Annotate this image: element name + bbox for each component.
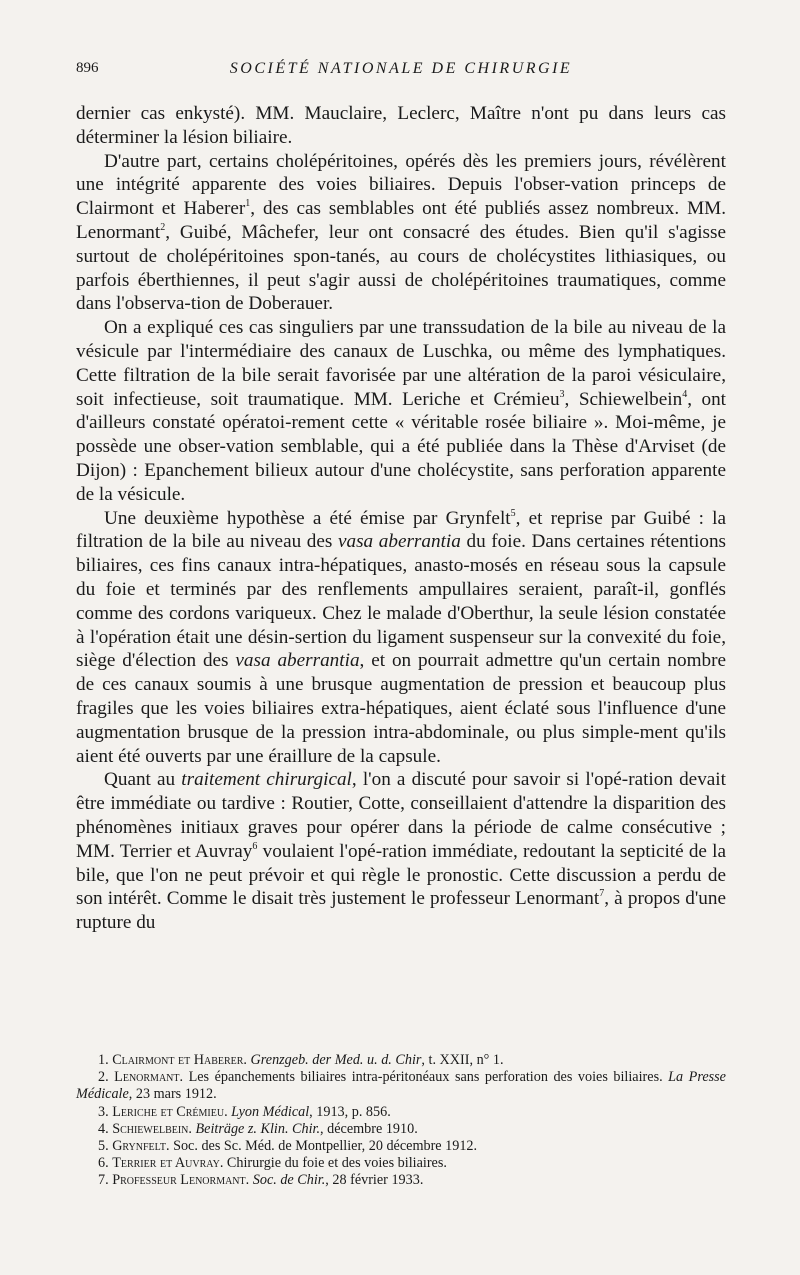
- paragraph: Quant au traitement chirurgical, l'on a discuté pour savoir si l'opé-ration devait être immédiate ou tardive : Routier, Cotte, conseillaient d'attendre la disparition des phénomènes initiaux graves pour opérer dans la période de calme consécutive ; MM. Terrier et Auvray$^6$ voulaient l'opé-ration immédiate, redoutant la septicité de la bile, que l'on ne peut prévoir et qui règle le pronostic. Cette discussion a perdu de son intérêt. Comme le disait très justement le professeur Lenormant$^7$, à propos d'une rupture du: [76, 769, 726, 934]
- footnote: 6. Terrier et Auvray. Chirurgie du foie et des voies biliaires.: [98, 1155, 447, 1172]
- footnote: 1. Clairmont et Haberer. Grenzgeb. der Med. u. d. Chir, t. XXII, n° 1.: [98, 1052, 504, 1068]
- footnote-ref: 3: [559, 388, 565, 400]
- footnote: 2. Lenormant. Les épanchements biliaires intra-péritonéaux sans perforation des voies biliaires. La Presse Médicale, 23 mars 1912.: [76, 1069, 726, 1103]
- footnote: 3. Leriche et Crémieu. Lyon Médical, 1913, p. 856.: [98, 1103, 391, 1120]
- paragraph: Une deuxième hypothèse a été émise par Grynfelt$^5$, et reprise par Guibé : la filtration de la bile au niveau des vasa aberrantia du foie. Dans certaines rétentions biliaires, ces fins canaux intra-hépatiques, anasto-mosés en réseau sous la capsule du foie et terminés par des renflements ampullaires seraient, paraît-il, gonflés comme des cordons variqueux. Chez le malade d'Oberthur, la seule lésion constatée à l'opération était une désin-sertion du ligament suspenseur sur la convexité du foie, siège d'élection des vasa aberrantia, et on pourrait admettre qu'un certain nombre de ces canaux soumis à une brusque augmentation de pression et beaucoup plus fragiles que les voies biliaires extra-hépatiques, aient éclaté sous l'influence d'une augmentation brusque de la pression intra-abdominale, ou plus simple-ment qu'ils aient été ouverts par une éraillure de la capsule.: [76, 507, 727, 767]
- footnote: 5. Grynfelt. Soc. des Sc. Méd. de Montpellier, 20 décembre 1912.: [98, 1138, 478, 1155]
- footnotes: [76, 1052, 726, 1190]
- paragraph: On a expliqué ces cas singuliers par une transsudation de la bile au niveau de la vésicule par l'intermédiaire des canaux de Luschka, ou même des lymphatiques. Cette filtration de la bile serait favorisée par une altération de la paroi vésiculaire, soit infectieuse, soit traumatique. MM. Leriche et Crémieu$^3$, Schiewelbein$^4$, ont d'ailleurs constaté opératoi-rement cette « véritable rosée biliaire ». Moi-même, je possède une obser-vation semblable, qui a été publiée dans la Thèse d'Arviset (de Dijon) : Epanchement bilieux autour d'une cholécystite, sans perforation apparente de la vésicule.: [76, 317, 726, 505]
- running-title: SOCIÉTÉ NATIONALE DE CHIRURGIE: [229, 60, 573, 77]
- footnote-ref: 4: [682, 388, 688, 400]
- footnote-ref: 1: [245, 198, 251, 210]
- footnote: 4. Schiewelbein. Beiträge z. Klin. Chir., décembre 1910.: [98, 1120, 418, 1137]
- body-text: [76, 102, 726, 935]
- footnote-ref: 6: [252, 840, 258, 852]
- footnote-ref: 5: [510, 507, 516, 519]
- footnote: 7. Professeur Lenormant. Soc. de Chir., 28 février 1933.: [98, 1172, 424, 1189]
- paragraph: dernier cas enkysté). MM. Mauclaire, Leclerc, Maître n'ont pu dans leurs cas déterminer la lésion biliaire.: [76, 103, 726, 148]
- footnote-ref: 7: [599, 888, 605, 900]
- footnote-ref: 2: [160, 221, 166, 233]
- page-number: 896: [76, 60, 99, 76]
- running-header: [76, 60, 726, 88]
- paragraph: D'autre part, certains cholépéritoines, opérés dès les premiers jours, révélèrent une intégrité apparente des voies biliaires. Depuis l'obser-vation princeps de Clairmont et Haberer$^1$, des cas semblables ont été publiés assez nombreux. MM. Lenormant$^2$, Guibé, Mâchefer, leur ont consacré des études. Bien qu'il s'agisse surtout de cholépéritoines spon-tanés, au cours de cholécystites lithiasiques, ou parfois éberthiennes, il peut s'agir aussi de cholépéritoines traumatiques, comme dans l'observa-tion de Doberauer.: [76, 150, 727, 315]
